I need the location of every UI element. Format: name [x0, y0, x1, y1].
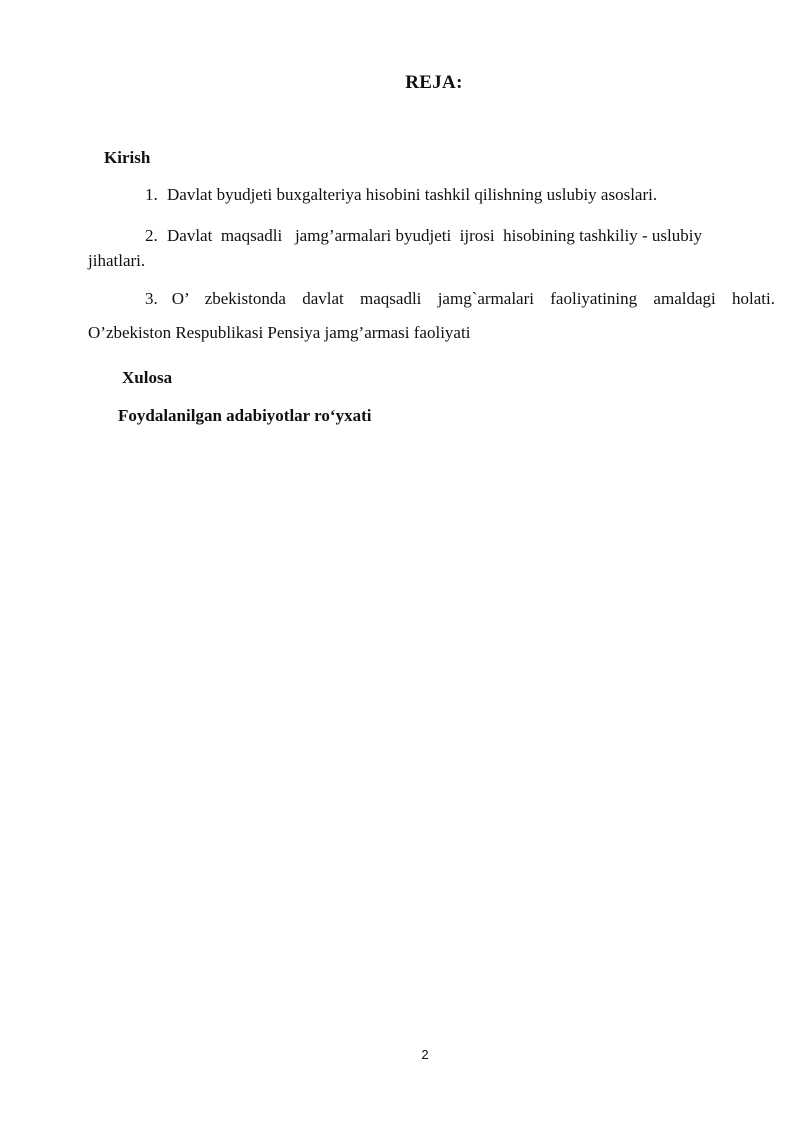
page-title: REJA: [405, 72, 463, 93]
conclusion-heading: Xulosa [122, 368, 173, 387]
plan-item-1 [145, 186, 657, 203]
plan-item-3 [145, 289, 775, 309]
plan-item-text: Davlat maqsadli jamg’armalari byudjeti ijrosi hisobining tashkiliy - uslubiy [167, 226, 702, 245]
intro-heading: Kirish [104, 148, 151, 167]
references-heading: Foydalanilgan adabiyotlar ro‘yxati [118, 406, 372, 425]
plan-item-2 [145, 227, 702, 244]
plan-item-number: 3. [145, 289, 158, 308]
plan-item-text: O’ zbekistonda davlat maqsadli jamg`armalari faoliyatining amaldagi holati. [171, 289, 775, 308]
plan-item-2-continuation: jihatlari. [88, 251, 146, 270]
plan-item-3-continuation: O’zbekiston Respublikasi Pensiya jamg’armasi faoliyati [88, 323, 471, 342]
plan-item-text: Davlat byudjeti buxgalteriya hisobini tashkil qilishning uslubiy asoslari. [167, 185, 658, 204]
plan-item-number: 2. [145, 226, 158, 245]
plan-item-number: 1. [145, 185, 158, 204]
page-number: 2 [421, 1047, 429, 1062]
